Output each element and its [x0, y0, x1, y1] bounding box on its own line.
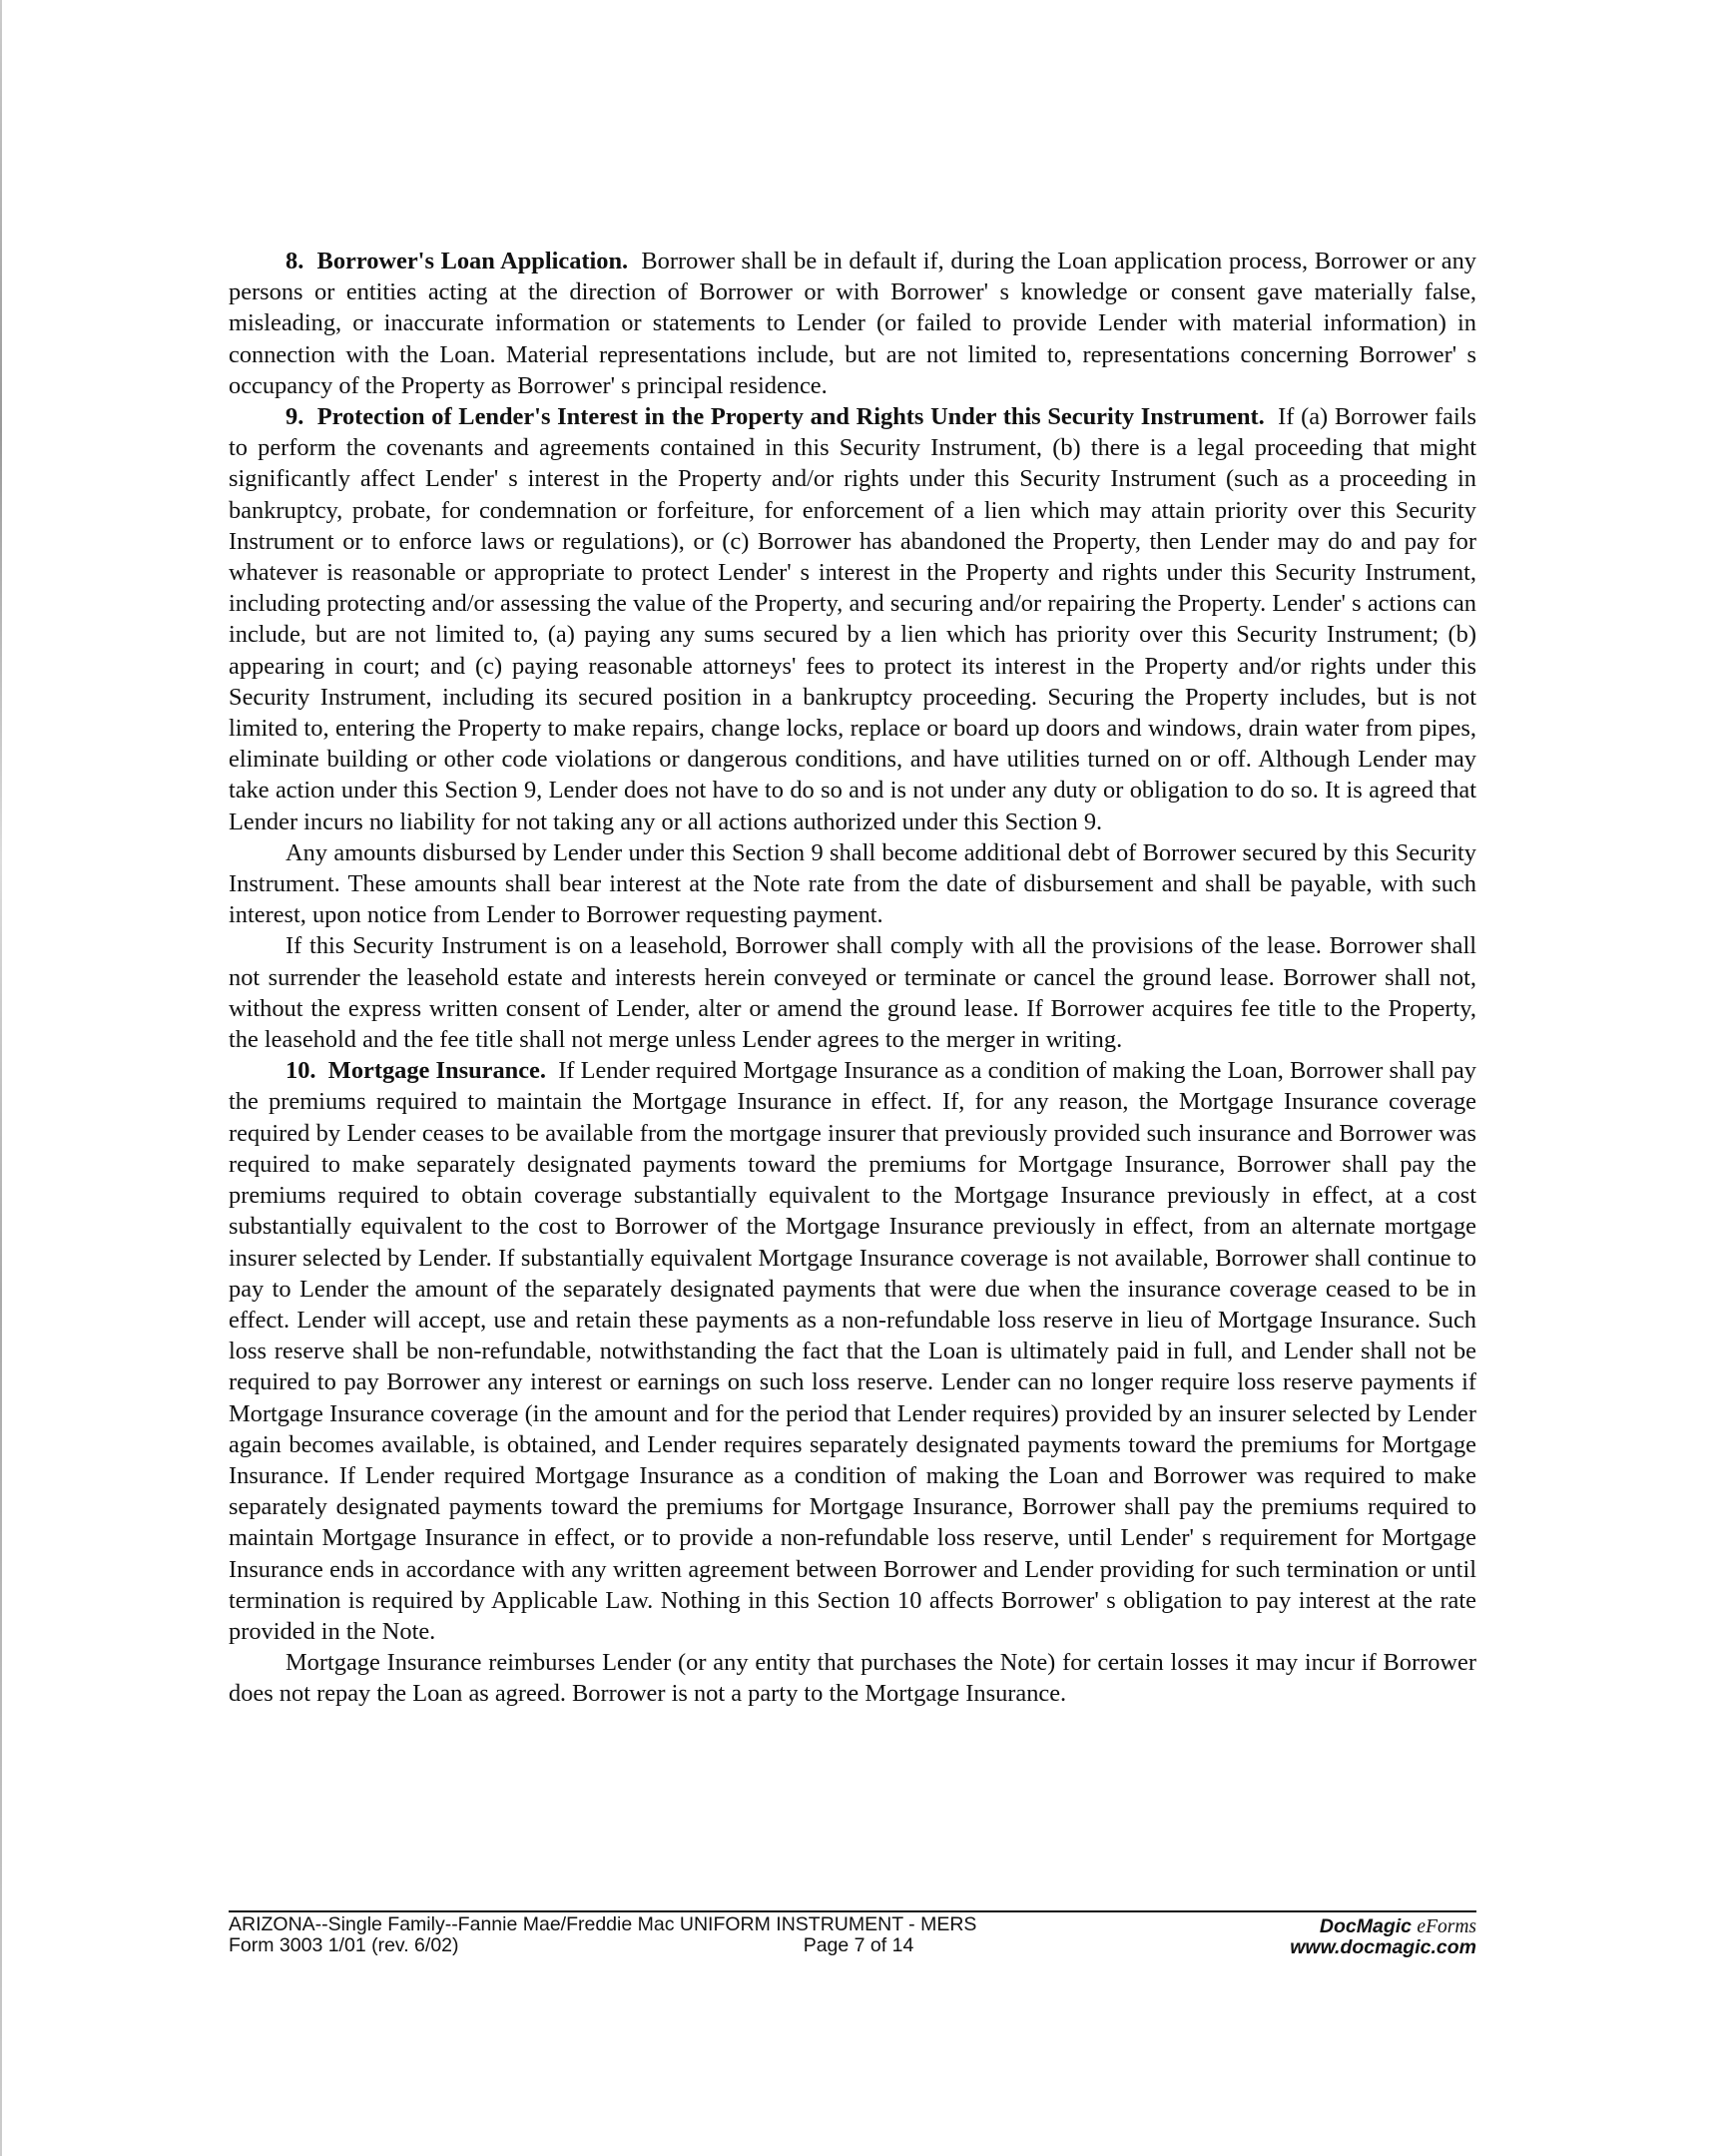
website-link: www.docmagic.com [1290, 1936, 1476, 1958]
paragraph-section-10 [229, 1055, 1476, 1647]
section-heading: Borrower's Loan Application. [316, 248, 629, 274]
section-number: 8. [286, 248, 304, 274]
paragraph-text: Mortgage Insurance reimburses Lender (or any entity that purchases the Note) for certain losses it may incur if Borrower does not repay the Loan as agreed. Borrower is not a party to the Mortgage Insurance. [229, 1649, 1476, 1708]
brand-name: DocMagic [1319, 1915, 1412, 1937]
form-title: ARIZONA--Single Family--Fannie Mae/Freddie Mac UNIFORM INSTRUMENT - MERS [229, 1913, 977, 1935]
paragraph-text: Any amounts disbursed by Lender under this Section 9 shall become additional debt of Borrower secured by this Security Instrument. These amounts shall bear interest at the Note rate from the date of disbursement and shall be payable, with such interest, upon notice from Lender to Borrower requesting payment. [229, 838, 1476, 929]
paragraph-section-10-reimburses [229, 1647, 1476, 1709]
paragraph-text: If this Security Instrument is on a leasehold, Borrower shall comply with all the provisions of the lease. Borrower shall not surrender the leasehold estate and interests herein conveyed or terminate or cancel the ground lease. Borrower shall not, without the express written consent of Lender, alter or amend the ground lease. If Borrower acquires fee title to the Property, the leasehold and the fee title shall not merge unless Lender agrees to the merger in writing. [229, 932, 1476, 1054]
paragraph-section-8 [229, 246, 1476, 401]
section-text: Borrower shall be in default if, during the Loan application process, Borrower or any persons or entities acting at the direction of Borrower or with Borrower' s knowledge or consent gave materially false, misleading, or inaccurate information or statements to Lender (or failed to provide Lender with material information) in connection with the Loan. Material representations include, but are not limited to, representations concerning Borrower' s occupancy of the Property as Borrower' s principal residence. [229, 248, 1476, 399]
form-number: Form 3003 1/01 (rev. 6/02) [229, 1934, 459, 1956]
section-heading: Protection of Lender's Interest in the Property and Rights Under this Security Instrument. [316, 403, 1265, 431]
brand-line [1290, 1916, 1476, 1937]
section-text: If (a) Borrower fails to perform the covenants and agreements contained in this Security Instrument, (b) there is a legal proceeding that might significantly affect Lender' s interest in the Property and/or rights under this Security Instrument (such as a proceeding in bankruptcy, probate, for condemnation or forfeiture, for enforcement of a lien which may attain priority over this Security Instrument or to enforce laws or regulations), or (c) Borrower has abandoned the Property, then Lender may do and pay for whatever is reasonable or appropriate to protect Lender' s interest in the Property and rights under this Security Instrument, including protecting and/or assessing the value of the Property, and securing and/or repairing the Property. Lender' s actions can include, but are not limited to, (a) paying any sums secured by a lien which has priority over this Security Instrument; (b) appearing in court; and (c) paying reasonable attorneys' fees to protect its interest in the Property and/or rights under this Security Instrument, including its secured position in a bankruptcy proceeding. Securing the Property includes, but is not limited to, entering the Property to make repairs, change locks, replace or board up doors and windows, drain water from pipes, eliminate building or other code violations or dangerous conditions, and have utilities turned on or off. Although Lender may take action under this Section 9, Lender does not have to do so and is not under any duty or obligation to do so. It is agreed that Lender incurs no liability for not taking any or all actions authorized under this Section 9. [229, 403, 1476, 835]
paragraph-section-9-disbursed [229, 837, 1476, 931]
docmagic-logo [1290, 1916, 1476, 1958]
section-heading: Mortgage Insurance. [327, 1057, 546, 1085]
paragraph-section-9 [229, 401, 1476, 837]
footer-rule [229, 1910, 1476, 1912]
section-number: 10. [286, 1057, 316, 1085]
page-number: Page 7 of 14 [803, 1934, 914, 1956]
brand-eforms: eForms [1417, 1916, 1476, 1937]
paragraph-section-9-leasehold [229, 930, 1476, 1055]
section-number: 9. [286, 403, 304, 431]
section-text: If Lender required Mortgage Insurance as a condition of making the Loan, Borrower shall pay the premiums required to maintain the Mortgage Insurance in effect. If, for any reason, the Mortgage Insurance coverage required by Lender ceases to be available from the mortgage insurer that previously provided such insurance and Borrower was required to make separately designated payments toward the premiums for Mortgage Insurance, Borrower shall pay the premiums required to obtain coverage substantially equivalent to the Mortgage Insurance previously in effect, at a cost substantially equivalent to the cost to Borrower of the Mortgage Insurance previously in effect, from an alternate mortgage insurer selected by Lender. If substantially equivalent Mortgage Insurance coverage is not available, Borrower shall continue to pay to Lender the amount of the separately designated payments that were due when the insurance coverage ceased to be in effect. Lender will accept, use and retain these payments as a non-refundable loss reserve in lieu of Mortgage Insurance. Such loss reserve shall be non-refundable, notwithstanding the fact that the Loan is ultimately paid in full, and Lender shall not be required to pay Borrower any interest or earnings on such loss reserve. Lender can no longer require loss reserve payments if Mortgage Insurance coverage (in the amount and for the period that Lender requires) provided by an insurer selected by Lender again becomes available, is obtained, and Lender requires separately designated payments toward the premiums for Mortgage Insurance. If Lender required Mortgage Insurance as a condition of making the Loan and Borrower was required to make separately designated payments toward the premiums for Mortgage Insurance, Borrower shall pay the premiums required to maintain Mortgage Insurance in effect, or to provide a non-refundable loss reserve, until Lender' s requirement for Mortgage Insurance ends in accordance with any written agreement between Borrower and Lender providing for such termination or until termination is required by Applicable Law. Nothing in this Section 10 affects Borrower' s obligation to pay interest at the rate provided in the Note. [229, 1057, 1476, 1645]
scan-edge [0, 0, 2, 2156]
document-body [229, 246, 1476, 1710]
